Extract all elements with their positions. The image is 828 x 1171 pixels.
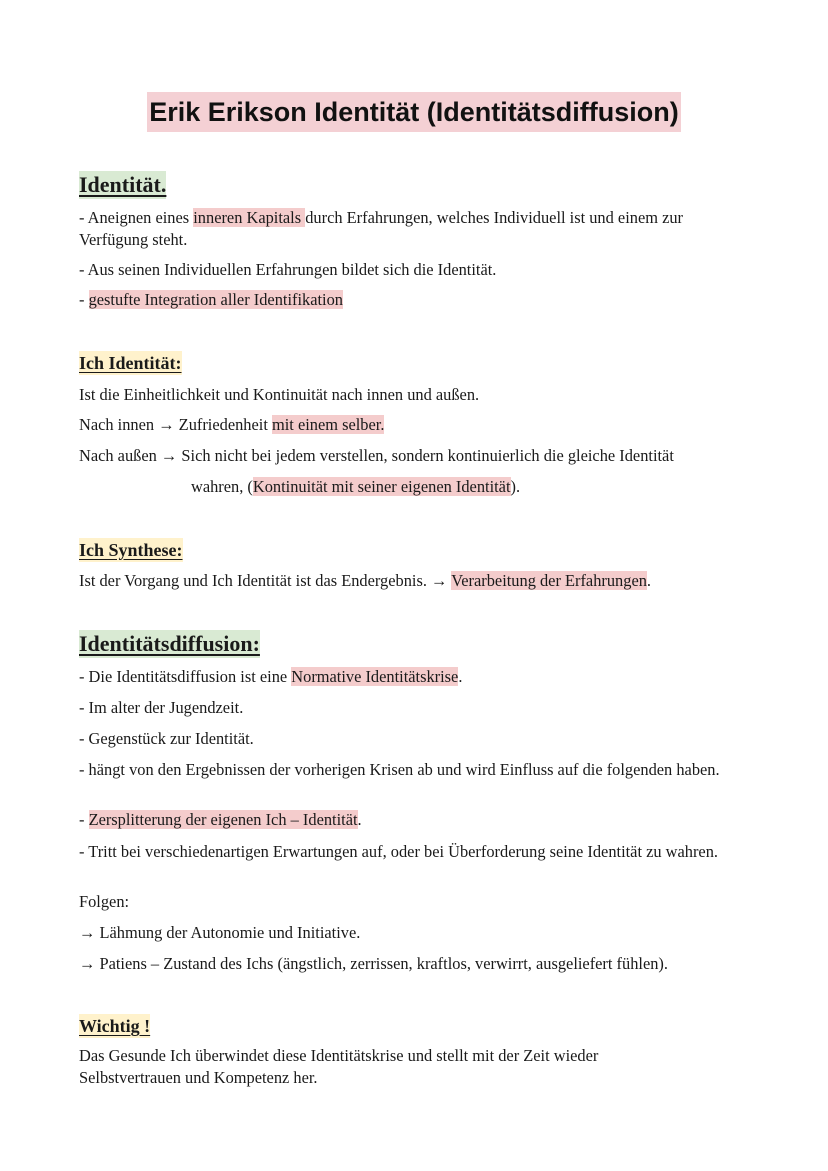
text-segment: Ist der Vorgang und Ich Identität ist das Endergebnis. → xyxy=(79,571,452,590)
diffusion-line-4: - hängt von den Ergebnissen der vorherigen Krisen ab und wird Einfluss auf die folgenden haben. xyxy=(79,760,720,779)
diffusion-line-5 xyxy=(79,809,749,831)
text-segment: ). xyxy=(510,477,521,496)
text-segment: . xyxy=(357,810,362,829)
text-segment: - Aneignen eines xyxy=(79,208,194,227)
text-segment: - xyxy=(79,290,89,309)
identitaet-line-3 xyxy=(79,289,749,311)
diffusion-line-2: - Im alter der Jugendzeit. xyxy=(79,698,244,717)
heading-wichtig: Wichtig ! xyxy=(79,1016,151,1036)
highlight-kontinuitaet: Kontinuität mit seiner eigenen Identität xyxy=(252,477,511,496)
diffusion-line-8: → Lähmung der Autonomie und Initiative. xyxy=(79,923,361,942)
wichtig-line-1: Das Gesunde Ich überwindet diese Identitätskrise und stellt mit der Zeit wieder Selbstvertrauen und Kompetenz her. xyxy=(79,1046,599,1087)
text-segment: durch Erfahrungen, welches Individuell ist und einem zur Verfügung steht. xyxy=(79,208,683,249)
ich-identitaet-line-2 xyxy=(79,414,749,436)
ich-identitaet-line-3: Nach außen → Sich nicht bei jedem verstellen, sondern kontinuierlich die gleiche Identität xyxy=(79,446,674,465)
ich-identitaet-line-4 xyxy=(191,476,828,498)
highlight-inneres-kapital: inneren Kapitals xyxy=(193,208,306,227)
text-segment: Nach innen → Zufriedenheit xyxy=(79,415,272,434)
heading-ich-identitaet: Ich Identität: xyxy=(79,353,182,373)
highlight-mit-einem-selber: mit einem selber. xyxy=(271,415,385,434)
page-title: Erik Erikson Identität (Identitätsdiffusion) xyxy=(147,92,681,132)
highlight-verarbeitung: Verarbeitung der Erfahrungen xyxy=(451,571,647,590)
ich-synthese-line-1 xyxy=(79,570,749,592)
diffusion-line-7: Folgen: xyxy=(79,892,130,911)
heading-identitaet: Identität. xyxy=(79,172,167,197)
diffusion-line-9: → Patiens – Zustand des Ichs (ängstlich, zerrissen, kraftlos, verwirrt, ausgeliefert fühlen). xyxy=(79,954,668,973)
text-segment: . xyxy=(646,571,652,590)
text-segment: wahren, ( xyxy=(191,477,253,496)
heading-identitaetsdiffusion: Identitätsdiffusion: xyxy=(79,631,260,656)
text-segment: - xyxy=(79,810,89,829)
diffusion-line-1 xyxy=(79,666,749,688)
text-segment: - Die Identitätsdiffusion ist eine xyxy=(79,667,292,686)
heading-ich-synthese: Ich Synthese: xyxy=(79,540,183,560)
identitaet-line-2: - Aus seinen Individuellen Erfahrungen bildet sich die Identität. xyxy=(79,260,497,279)
highlight-normative-krise: Normative Identitätskrise xyxy=(291,667,459,686)
ich-identitaet-line-1: Ist die Einheitlichkeit und Kontinuität nach innen und außen. xyxy=(79,385,480,404)
highlight-zersplitterung: Zersplitterung der eigenen Ich – Identität xyxy=(88,810,358,829)
title-container xyxy=(0,92,828,132)
diffusion-line-6: - Tritt bei verschiedenartigen Erwartungen auf, oder bei Überforderung seine Identität zu wahren. xyxy=(79,842,719,861)
identitaet-line-1 xyxy=(79,207,749,251)
diffusion-line-3: - Gegenstück zur Identität. xyxy=(79,729,254,748)
text-segment: . xyxy=(458,667,463,686)
highlight-gestufte-integration: gestufte Integration aller Identifikation xyxy=(88,290,343,309)
